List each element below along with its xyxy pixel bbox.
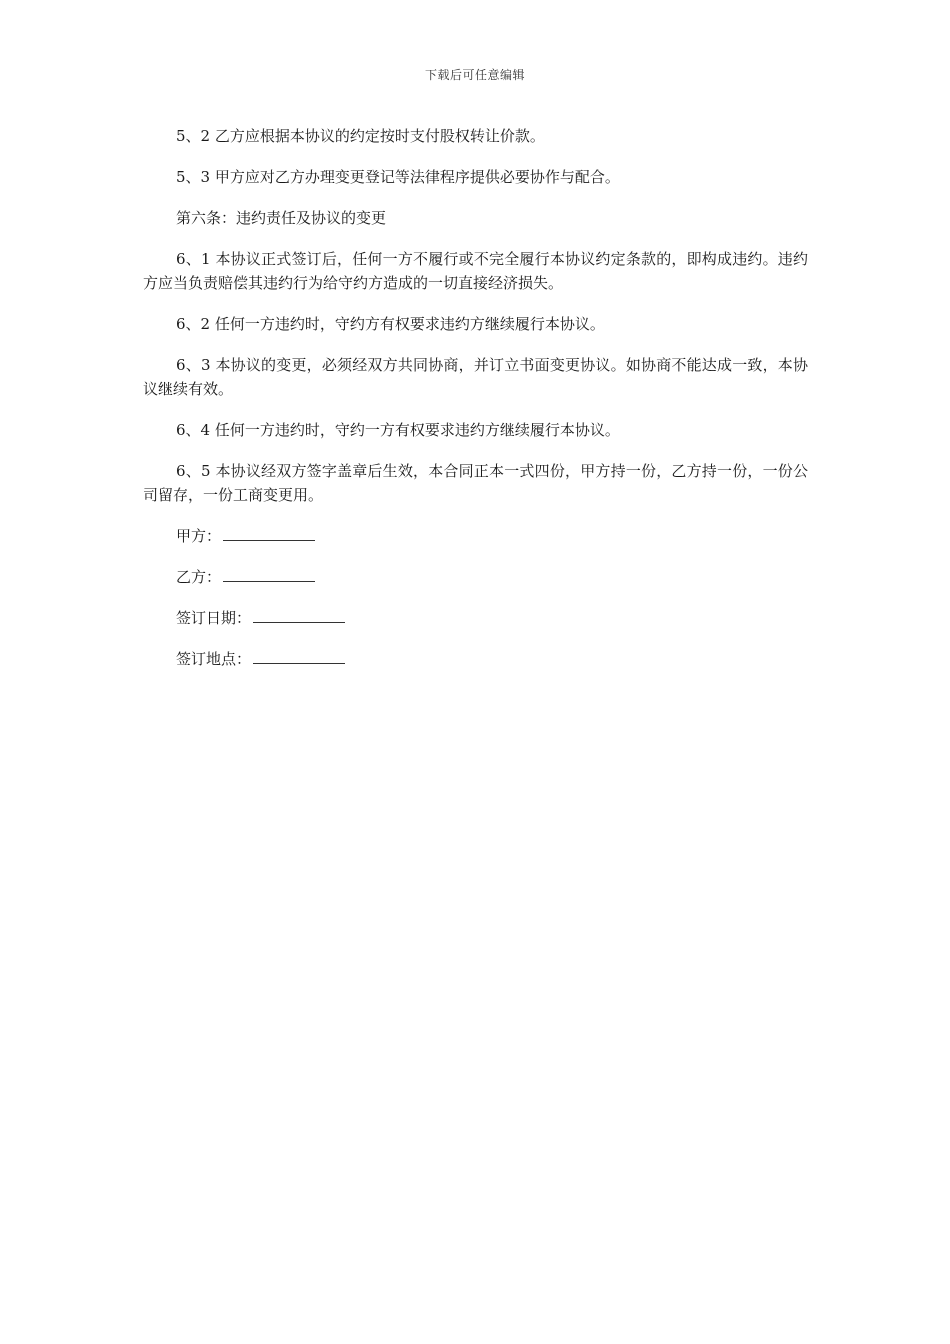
- party-a-blank[interactable]: [223, 526, 315, 541]
- sign-place-label: 签订地点：: [176, 650, 252, 668]
- sign-date: [143, 606, 808, 630]
- sign-date-blank[interactable]: [253, 608, 345, 623]
- party-a-label: 甲方：: [176, 527, 222, 545]
- party-b-label: 乙方：: [176, 568, 222, 586]
- document-body: [143, 124, 808, 688]
- sign-place-blank[interactable]: [253, 649, 345, 664]
- party-b-blank[interactable]: [223, 567, 315, 582]
- clause-6-3: 6、3 本协议的变更，必须经双方共同协商，并订立书面变更协议。如协商不能达成一致，本协议继续有效。: [143, 356, 808, 398]
- clause-5-2: 5、2 乙方应根据本协议的约定按时支付股权转让价款。: [176, 127, 545, 145]
- clause-6-4: 6、4 任何一方违约时，守约一方有权要求违约方继续履行本协议。: [176, 421, 620, 439]
- clause-6-2: 6、2 任何一方违约时，守约方有权要求违约方继续履行本协议。: [176, 315, 605, 333]
- sign-place: [143, 647, 808, 671]
- clause-5-3: 5、3 甲方应对乙方办理变更登记等法律程序提供必要协作与配合。: [176, 168, 620, 186]
- party-a-signature: [143, 524, 808, 548]
- party-b-signature: [143, 565, 808, 589]
- article-6-heading: 第六条：违约责任及协议的变更: [176, 209, 387, 227]
- sign-date-label: 签订日期：: [176, 609, 252, 627]
- clause-6-5: 6、5 本协议经双方签字盖章后生效，本合同正本一式四份，甲方持一份，乙方持一份，一份公司留存，一份工商变更用。: [143, 462, 808, 504]
- header-note: 下载后可任意编辑: [424, 68, 525, 82]
- clause-6-1: 6、1 本协议正式签订后，任何一方不履行或不完全履行本协议约定条款的，即构成违约。违约方应当负责赔偿其违约行为给守约方造成的一切直接经济损失。: [143, 250, 808, 292]
